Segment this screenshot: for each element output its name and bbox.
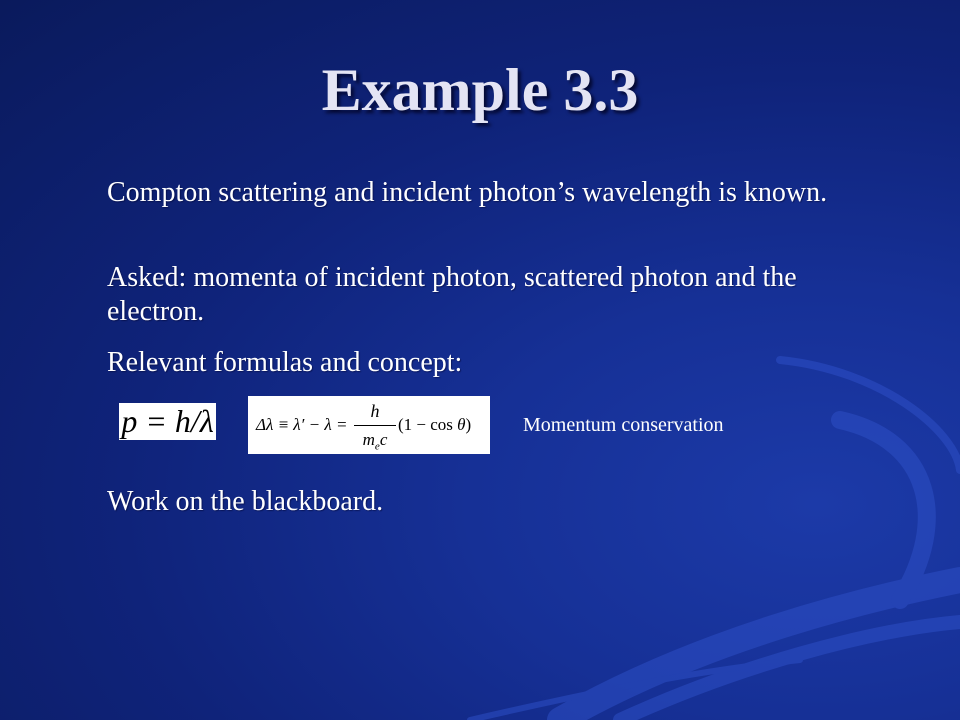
fraction-bar <box>354 425 396 426</box>
cosine-term-open: (1 − cos <box>398 415 458 434</box>
momentum-conservation-note: Momentum conservation <box>523 414 724 436</box>
paragraph-given: Compton scattering and incident photon’s wavelength is known. <box>107 177 828 208</box>
paragraph-work-on-blackboard: Work on the blackboard. <box>107 486 384 517</box>
paragraph-asked: Asked: momenta of incident photon, scattered photon and the electron. <box>107 262 797 327</box>
electron-mass-symbol: m <box>362 430 375 450</box>
compton-denominator <box>354 429 396 457</box>
slide-title: Example 3.3 <box>321 57 639 123</box>
speed-of-light-symbol: c <box>379 430 388 450</box>
paragraph-formulas-heading: Relevant formulas and concept: <box>107 347 463 378</box>
momentum-formula: p = h/λ <box>119 403 216 440</box>
electron-subscript: e <box>374 440 380 453</box>
compton-formula-lhs: Δλ ≡ λ′ − λ = <box>256 415 348 434</box>
cosine-term-close: ) <box>465 415 472 434</box>
compton-numerator: h <box>370 401 380 421</box>
compton-formula <box>248 396 490 454</box>
theta-symbol: θ <box>457 415 466 434</box>
compton-formula-rhs <box>398 415 471 435</box>
compton-fraction <box>354 399 396 458</box>
